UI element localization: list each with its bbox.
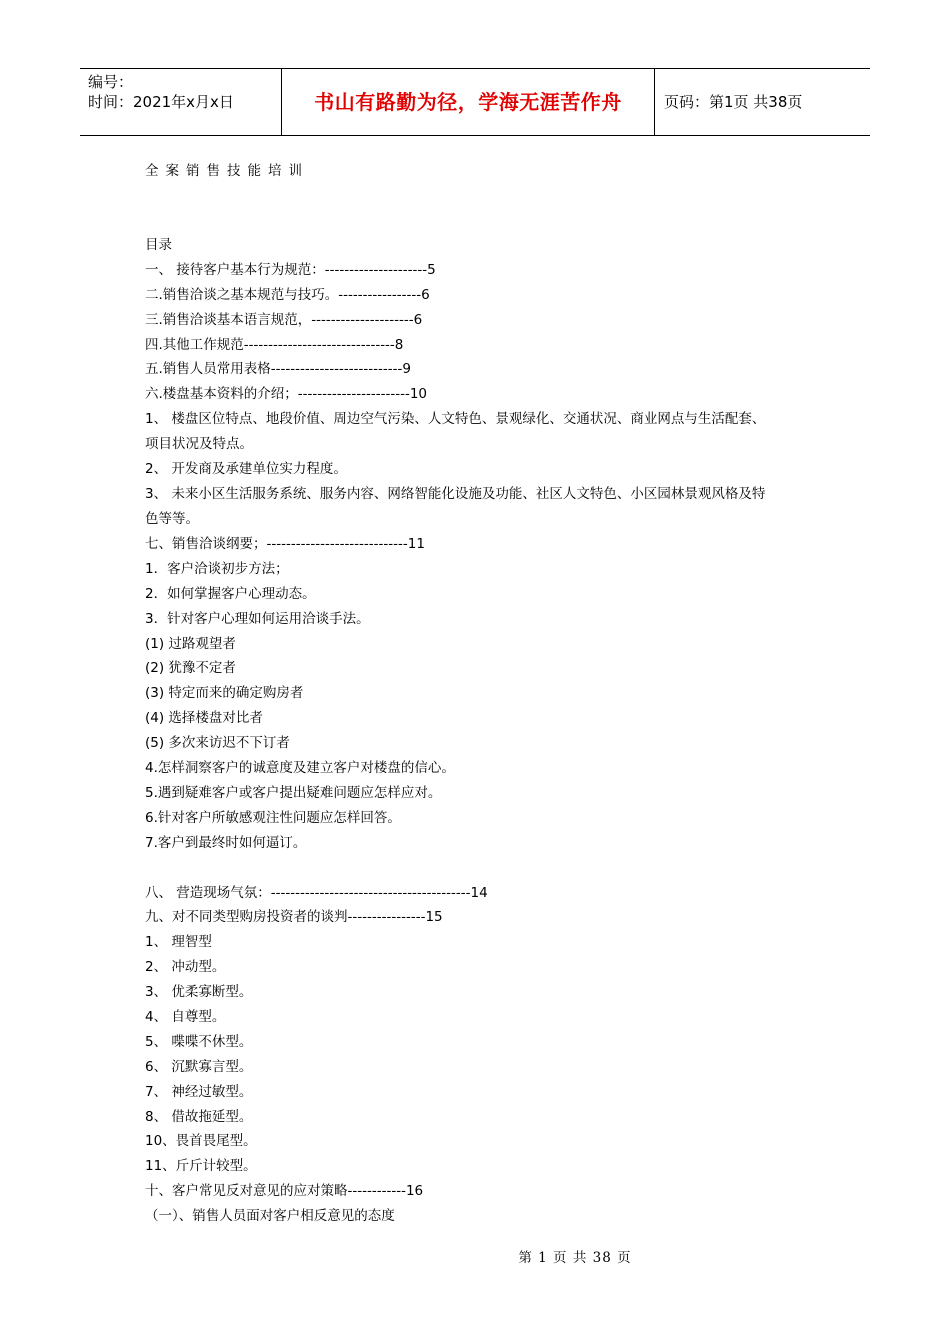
toc-line: （一）、销售人员面对客户相反意见的态度 bbox=[145, 1208, 395, 1224]
document-number-label: 编号： bbox=[88, 73, 134, 91]
toc-line: 4.怎样洞察客户的诚意度及建立客户对楼盘的信心。 bbox=[145, 760, 455, 776]
toc-line: 2、 开发商及承建单位实力程度。 bbox=[145, 461, 347, 477]
toc-line: (4) 选择楼盘对比者 bbox=[145, 710, 263, 726]
toc-line: (2) 犹豫不定者 bbox=[145, 660, 236, 676]
toc-line: 七、销售洽谈纲要；-----------------------------11 bbox=[145, 536, 425, 552]
footer-page-number: 第 1 页 共 38 页 bbox=[518, 1250, 632, 1266]
toc-line: 2．如何掌握客户心理动态。 bbox=[145, 586, 316, 602]
toc-line: 项目状况及特点。 bbox=[145, 436, 253, 452]
toc-line: 3、 未来小区生活服务系统、服务内容、网络智能化设施及功能、社区人文特色、小区园林景观风格及特 bbox=[145, 486, 766, 502]
toc-line: 六.楼盘基本资料的介绍；-----------------------10 bbox=[145, 386, 428, 402]
toc-line: 十、客户常见反对意见的应对策略------------16 bbox=[145, 1183, 424, 1199]
toc-line: 6、 沉默寡言型。 bbox=[145, 1059, 253, 1075]
toc-line: 3．针对客户心理如何运用洽谈手法。 bbox=[145, 611, 370, 627]
document-title: 全案销售技能培训 bbox=[145, 163, 309, 179]
header-meta bbox=[88, 72, 278, 112]
toc-line: (1) 过路观望者 bbox=[145, 636, 236, 652]
toc-line: 色等等。 bbox=[145, 511, 199, 527]
toc-line: 5、 喋喋不休型。 bbox=[145, 1034, 253, 1050]
toc-line: 4、 自尊型。 bbox=[145, 1009, 226, 1025]
page-footer bbox=[0, 1246, 950, 1266]
toc-line: 1．客户洽谈初步方法； bbox=[145, 561, 289, 577]
toc-line: 5.遇到疑难客户或客户提出疑难问题应怎样应对。 bbox=[145, 785, 442, 801]
toc-line: 2、 冲动型。 bbox=[145, 959, 226, 975]
toc-line: 6.针对客户所敏感观注性问题应怎样回答。 bbox=[145, 810, 401, 826]
toc-line: 九、对不同类型购房投资者的谈判----------------15 bbox=[145, 909, 443, 925]
toc-line: 7.客户到最终时如何逼订。 bbox=[145, 835, 307, 851]
toc-line: 3、 优柔寡断型。 bbox=[145, 984, 253, 1000]
page-header bbox=[80, 68, 870, 136]
toc-line: 三.销售洽谈基本语言规范，---------------------6 bbox=[145, 312, 423, 328]
toc-line: (5) 多次来访迟不下订者 bbox=[145, 735, 290, 751]
toc-line: (3) 特定而来的确定购房者 bbox=[145, 685, 304, 701]
header-divider-right bbox=[654, 69, 655, 136]
toc-line: 八、 营造现场气氛：-----------------------------------------14 bbox=[145, 885, 488, 901]
toc-line: 二.销售洽谈之基本规范与技巧。-----------------6 bbox=[145, 287, 430, 303]
toc-line: 一、 接待客户基本行为规范：---------------------5 bbox=[145, 262, 436, 278]
toc-line: 7、 神经过敏型。 bbox=[145, 1084, 253, 1100]
header-motto: 书山有路勤为径，学海无涯苦作舟 bbox=[314, 90, 622, 114]
header-page-label: 页码：第1页 共38页 bbox=[664, 93, 803, 111]
document-time-label: 时间：2021年x月x日 bbox=[88, 93, 234, 111]
toc-line: 11、斤斤计较型。 bbox=[145, 1158, 257, 1174]
toc-line: 10、畏首畏尾型。 bbox=[145, 1133, 257, 1149]
toc-line: 8、 借故拖延型。 bbox=[145, 1109, 253, 1125]
toc-line: 四.其他工作规范-------------------------------8 bbox=[145, 337, 404, 353]
toc-heading: 目录 bbox=[145, 237, 172, 253]
toc-line: 五.销售人员常用表格---------------------------9 bbox=[145, 361, 411, 377]
toc-line: 1、 理智型 bbox=[145, 934, 212, 950]
toc-line: 1、 楼盘区位特点、地段价值、周边空气污染、人文特色、景观绿化、交通状况、商业网点与生活配套、 bbox=[145, 411, 766, 427]
